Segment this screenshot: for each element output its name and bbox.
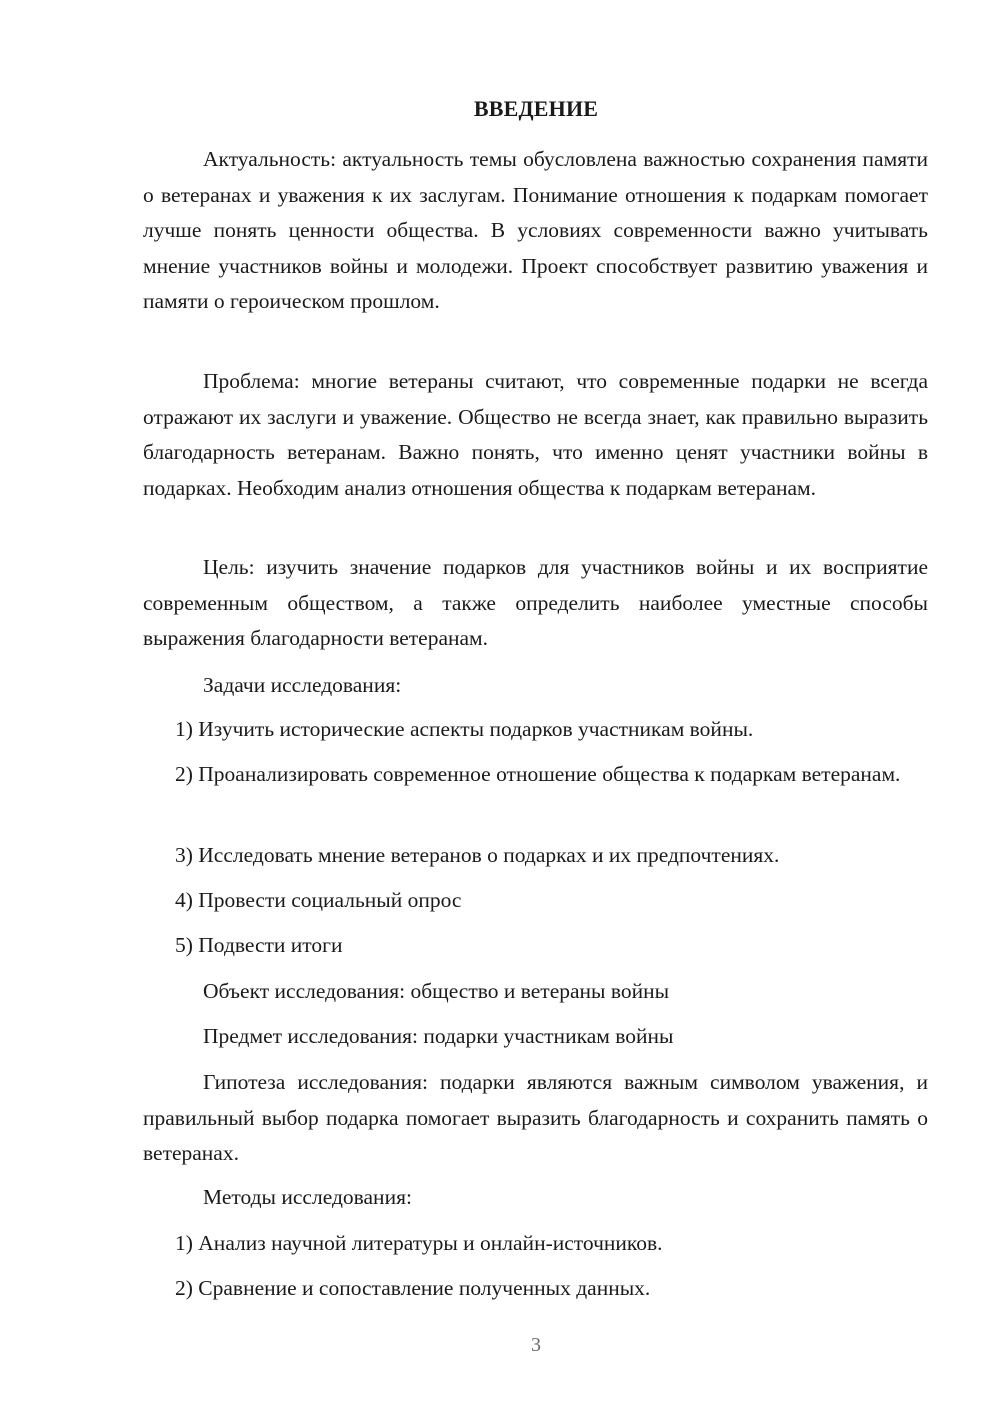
- goal-paragraph: Цель: изучить значение подарков для участников войны и их восприятие современным обществом, а также определить наиболее уместные способы выражения благодарности ветеранам.: [143, 555, 928, 650]
- task-item: 2) Проанализировать современное отношение общества к подаркам ветеранам.: [175, 762, 901, 786]
- task-item: 1) Изучить исторические аспекты подарков участникам войны.: [175, 717, 754, 741]
- task-item: 4) Провести социальный опрос: [175, 888, 462, 912]
- page-number: 3: [531, 1334, 541, 1356]
- method-item: 2) Сравнение и сопоставление полученных данных.: [175, 1276, 651, 1300]
- tasks-heading: Задачи исследования:: [203, 673, 402, 697]
- subject-line: Предмет исследования: подарки участникам войны: [203, 1024, 674, 1048]
- problem-paragraph: Проблема: многие ветераны считают, что современные подарки не всегда отражают их заслуги и уважение. Общество не всегда знает, как правильно выразить благодарность ветеранам. Важно понять, что именно ценят участники войны в подарках. Необходим анализ отношения общества к подаркам ветеранам.: [143, 369, 928, 500]
- task-item: 5) Подвести итоги: [175, 933, 343, 957]
- method-item: 1) Анализ научной литературы и онлайн-источников.: [175, 1231, 663, 1255]
- methods-heading: Методы исследования:: [203, 1185, 412, 1209]
- object-line: Объект исследования: общество и ветераны войны: [203, 979, 670, 1003]
- page-title: ВВЕДЕНИЕ: [473, 96, 599, 121]
- task-item: 3) Исследовать мнение ветеранов о подарках и их предпочтениях.: [175, 843, 780, 867]
- hypothesis-paragraph: Гипотеза исследования: подарки являются важным символом уважения, и правильный выбор подарка помогает выразить благодарность и сохранить память о ветеранах.: [143, 1070, 928, 1165]
- relevance-paragraph: Актуальность: актуальность темы обусловлена важностью сохранения памяти о ветеранах и уважения к их заслугам. Понимание отношения к подаркам помогает лучше понять ценности общества. В условиях современности важно учитывать мнение участников войны и молодежи. Проект способствует развитию уважения и памяти о героическом прошлом.: [143, 147, 928, 313]
